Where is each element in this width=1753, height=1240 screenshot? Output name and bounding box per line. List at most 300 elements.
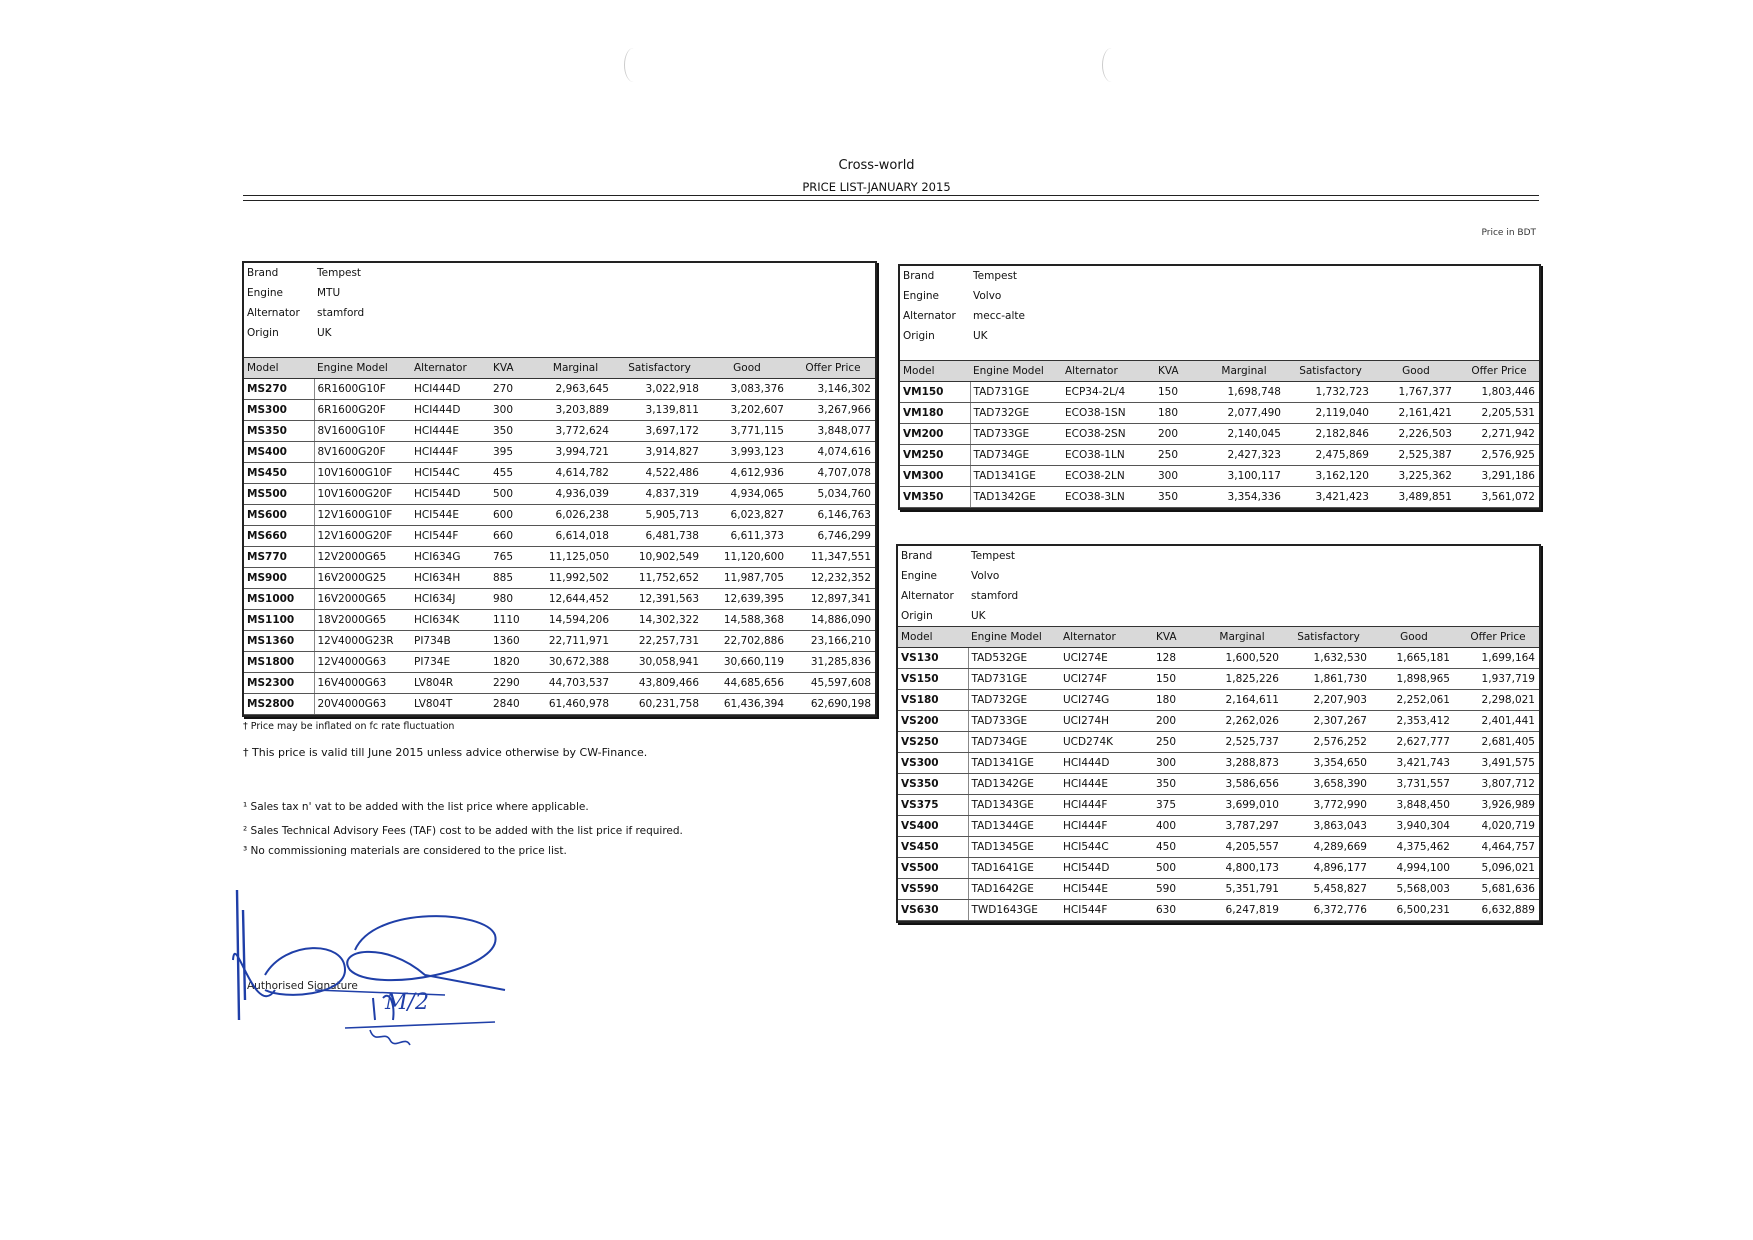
engine-model-cell: TAD734GE (968, 732, 1060, 753)
table-row (244, 610, 875, 631)
kva-cell: 630 (1153, 900, 1198, 921)
offer-price-cell: 6,746,299 (788, 526, 875, 547)
col-header: Offer Price (788, 358, 875, 379)
model-cell: VS500 (898, 858, 968, 879)
engine-model-cell: TAD532GE (968, 648, 1060, 669)
offer-price-cell: 2,681,405 (1454, 732, 1539, 753)
kva-cell: 455 (490, 463, 535, 484)
engine-model-cell: 12V1600G10F (314, 505, 411, 526)
good-cell: 4,994,100 (1371, 858, 1454, 879)
kva-cell: 1360 (490, 631, 535, 652)
model-cell: MS600 (244, 505, 314, 526)
kva-cell: 500 (1153, 858, 1198, 879)
table-row (898, 711, 1539, 732)
info-label: Engine (903, 290, 939, 302)
engine-model-cell: 12V1600G20F (314, 526, 411, 547)
model-cell: MS660 (244, 526, 314, 547)
alternator-cell: UCI274H (1060, 711, 1153, 732)
table-row (244, 442, 875, 463)
col-header: Marginal (1200, 361, 1285, 382)
engine-model-cell: 10V1600G10F (314, 463, 411, 484)
model-cell: MS1100 (244, 610, 314, 631)
table-row (898, 732, 1539, 753)
satisfactory-cell: 10,902,549 (613, 547, 703, 568)
table-row (898, 858, 1539, 879)
satisfactory-cell: 4,522,486 (613, 463, 703, 484)
satisfactory-cell: 60,231,758 (613, 694, 703, 715)
currency-note: Price in BDT (1481, 228, 1536, 238)
model-cell: VS450 (898, 837, 968, 858)
price-list-title: PRICE LIST-JANUARY 2015 (802, 180, 951, 194)
signature-initials: M/2 (385, 990, 429, 1015)
table-row (244, 463, 875, 484)
marginal-cell: 2,164,611 (1198, 690, 1283, 711)
marginal-cell: 3,772,624 (535, 421, 613, 442)
engine-model-cell: 12V4000G63 (314, 652, 411, 673)
alternator-cell: ECO38-2SN (1062, 424, 1155, 445)
satisfactory-cell: 6,372,776 (1283, 900, 1371, 921)
model-cell: MS270 (244, 379, 314, 400)
alternator-cell: HCI544F (1060, 900, 1153, 921)
info-value: UK (973, 330, 988, 342)
price-table-mtu (242, 261, 877, 717)
info-label: Alternator (901, 590, 954, 602)
info-label: Origin (903, 330, 935, 342)
good-cell: 6,611,373 (703, 526, 788, 547)
engine-model-cell: TAD731GE (968, 669, 1060, 690)
good-cell: 2,627,777 (1371, 732, 1454, 753)
col-header: Marginal (1198, 627, 1283, 648)
footnote-commissioning: ³ No commissioning materials are considered to the price list. (243, 845, 567, 857)
alternator-cell: ECO38-1SN (1062, 403, 1155, 424)
price-table-vm (898, 264, 1541, 510)
engine-model-cell: TAD1341GE (970, 466, 1062, 487)
table-row (898, 690, 1539, 711)
kva-cell: 600 (490, 505, 535, 526)
model-cell: MS770 (244, 547, 314, 568)
info-value: mecc-alte (973, 310, 1025, 322)
marginal-cell: 3,203,889 (535, 400, 613, 421)
table-row (244, 694, 875, 715)
good-cell: 3,940,304 (1371, 816, 1454, 837)
alternator-cell: HCI544F (411, 526, 490, 547)
kva-cell: 270 (490, 379, 535, 400)
satisfactory-cell: 14,302,322 (613, 610, 703, 631)
alternator-cell: HCI444E (411, 421, 490, 442)
kva-cell: 150 (1155, 382, 1200, 403)
table-row (900, 445, 1539, 466)
satisfactory-cell: 2,307,267 (1283, 711, 1371, 732)
info-brand (898, 546, 1539, 566)
satisfactory-cell: 2,119,040 (1285, 403, 1373, 424)
satisfactory-cell: 6,481,738 (613, 526, 703, 547)
kva-cell: 250 (1155, 445, 1200, 466)
table-row (244, 379, 875, 400)
marginal-cell: 3,787,297 (1198, 816, 1283, 837)
alternator-cell: HCI544D (1060, 858, 1153, 879)
col-header: Model (898, 627, 968, 648)
table-row (244, 568, 875, 589)
good-cell: 2,525,387 (1373, 445, 1456, 466)
alternator-cell: PI734B (411, 631, 490, 652)
header-rule-bottom (243, 200, 1539, 201)
col-header: Model (900, 361, 970, 382)
engine-model-cell: TAD1642GE (968, 879, 1060, 900)
model-cell: VS180 (898, 690, 968, 711)
marginal-cell: 2,963,645 (535, 379, 613, 400)
satisfactory-cell: 2,207,903 (1283, 690, 1371, 711)
table-row (898, 774, 1539, 795)
satisfactory-cell: 3,914,827 (613, 442, 703, 463)
marginal-cell: 3,586,656 (1198, 774, 1283, 795)
offer-price-cell: 12,232,352 (788, 568, 875, 589)
marginal-cell: 5,351,791 (1198, 879, 1283, 900)
kva-cell: 980 (490, 589, 535, 610)
info-value: Tempest (973, 270, 1018, 282)
offer-price-cell: 4,707,078 (788, 463, 875, 484)
info-label: Origin (247, 327, 279, 339)
satisfactory-cell: 3,421,423 (1285, 487, 1373, 508)
info-alternator (244, 303, 875, 323)
good-cell: 1,767,377 (1373, 382, 1456, 403)
model-cell: MS500 (244, 484, 314, 505)
info-label: Engine (247, 287, 283, 299)
table-row (244, 652, 875, 673)
col-header: Marginal (535, 358, 613, 379)
info-value: stamford (971, 590, 1019, 602)
offer-price-cell: 2,271,942 (1456, 424, 1539, 445)
offer-price-cell: 1,699,164 (1454, 648, 1539, 669)
table-row (244, 547, 875, 568)
footnote-sales-tax: ¹ Sales tax n' vat to be added with the list price where applicable. (243, 801, 589, 813)
kva-cell: 1820 (490, 652, 535, 673)
engine-model-cell: TAD1342GE (970, 487, 1062, 508)
offer-price-cell: 11,347,551 (788, 547, 875, 568)
alternator-cell: UCI274F (1060, 669, 1153, 690)
kva-cell: 765 (490, 547, 535, 568)
engine-model-cell: TAD1344GE (968, 816, 1060, 837)
engine-model-cell: 10V1600G20F (314, 484, 411, 505)
kva-cell: 300 (1153, 753, 1198, 774)
model-cell: VS150 (898, 669, 968, 690)
alternator-cell: HCI444E (1060, 774, 1153, 795)
offer-price-cell: 6,632,889 (1454, 900, 1539, 921)
table-row (898, 669, 1539, 690)
satisfactory-cell: 3,162,120 (1285, 466, 1373, 487)
satisfactory-cell: 3,354,650 (1283, 753, 1371, 774)
alternator-cell: UCI274G (1060, 690, 1153, 711)
info-value: UK (971, 610, 986, 622)
engine-model-cell: 8V1600G20F (314, 442, 411, 463)
col-header: Good (1373, 361, 1456, 382)
marginal-cell: 4,614,782 (535, 463, 613, 484)
marginal-cell: 4,205,557 (1198, 837, 1283, 858)
satisfactory-cell: 22,257,731 (613, 631, 703, 652)
table-row (898, 879, 1539, 900)
satisfactory-cell: 3,863,043 (1283, 816, 1371, 837)
offer-price-cell: 3,146,302 (788, 379, 875, 400)
marginal-cell: 14,594,206 (535, 610, 613, 631)
good-cell: 6,023,827 (703, 505, 788, 526)
engine-model-cell: TAD733GE (970, 424, 1062, 445)
satisfactory-cell: 4,837,319 (613, 484, 703, 505)
alternator-cell: HCI444F (411, 442, 490, 463)
good-cell: 3,083,376 (703, 379, 788, 400)
offer-price-cell: 6,146,763 (788, 505, 875, 526)
satisfactory-cell: 2,475,869 (1285, 445, 1373, 466)
good-cell: 44,685,656 (703, 673, 788, 694)
satisfactory-cell: 2,182,846 (1285, 424, 1373, 445)
good-cell: 3,771,115 (703, 421, 788, 442)
col-header: Alternator (1060, 627, 1153, 648)
alternator-cell: HCI544E (1060, 879, 1153, 900)
alternator-cell: HCI444D (1060, 753, 1153, 774)
table-row (900, 403, 1539, 424)
good-cell: 1,665,181 (1371, 648, 1454, 669)
alternator-cell: UCD274K (1060, 732, 1153, 753)
alternator-cell: ECO38-3LN (1062, 487, 1155, 508)
satisfactory-cell: 3,139,811 (613, 400, 703, 421)
model-cell: VS200 (898, 711, 968, 732)
marginal-cell: 1,600,520 (1198, 648, 1283, 669)
good-cell: 5,568,003 (1371, 879, 1454, 900)
alternator-cell: HCI634J (411, 589, 490, 610)
kva-cell: 350 (1155, 487, 1200, 508)
satisfactory-cell: 3,022,918 (613, 379, 703, 400)
table-row (900, 466, 1539, 487)
good-cell: 1,898,965 (1371, 669, 1454, 690)
kva-cell: 180 (1153, 690, 1198, 711)
company-title: Cross-world (838, 158, 915, 173)
offer-price-cell: 3,267,966 (788, 400, 875, 421)
info-label: Origin (901, 610, 933, 622)
table-row (244, 505, 875, 526)
alternator-cell: HCI544E (411, 505, 490, 526)
col-header: KVA (490, 358, 535, 379)
offer-price-cell: 5,034,760 (788, 484, 875, 505)
kva-cell: 590 (1153, 879, 1198, 900)
satisfactory-cell: 1,732,723 (1285, 382, 1373, 403)
info-value: MTU (317, 287, 341, 299)
engine-model-cell: TAD731GE (970, 382, 1062, 403)
offer-price-cell: 23,166,210 (788, 631, 875, 652)
col-header: Alternator (1062, 361, 1155, 382)
alternator-cell: HCI544C (1060, 837, 1153, 858)
col-header: Offer Price (1454, 627, 1539, 648)
table-row (244, 526, 875, 547)
good-cell: 3,202,607 (703, 400, 788, 421)
engine-model-cell: 12V2000G65 (314, 547, 411, 568)
model-cell: VS590 (898, 879, 968, 900)
offer-price-cell: 1,937,719 (1454, 669, 1539, 690)
info-value: Volvo (973, 290, 1002, 302)
info-label: Alternator (903, 310, 956, 322)
price-table-vs (896, 544, 1541, 923)
model-cell: VS400 (898, 816, 968, 837)
info-alternator (898, 586, 1539, 606)
info-brand (244, 263, 875, 283)
kva-cell: 200 (1153, 711, 1198, 732)
marginal-cell: 2,427,323 (1200, 445, 1285, 466)
model-cell: VS350 (898, 774, 968, 795)
table-row (900, 487, 1539, 508)
satisfactory-cell: 3,658,390 (1283, 774, 1371, 795)
offer-price-cell: 45,597,608 (788, 673, 875, 694)
offer-price-cell: 62,690,198 (788, 694, 875, 715)
good-cell: 4,375,462 (1371, 837, 1454, 858)
header-row (900, 361, 1539, 382)
model-cell: VM350 (900, 487, 970, 508)
offer-price-cell: 12,897,341 (788, 589, 875, 610)
table-row (244, 484, 875, 505)
info-value: stamford (317, 307, 365, 319)
model-cell: MS1000 (244, 589, 314, 610)
kva-cell: 1110 (490, 610, 535, 631)
vm-table (900, 266, 1539, 508)
kva-cell: 375 (1153, 795, 1198, 816)
kva-cell: 500 (490, 484, 535, 505)
alternator-cell: LV804T (411, 694, 490, 715)
satisfactory-cell: 4,896,177 (1283, 858, 1371, 879)
marginal-cell: 1,825,226 (1198, 669, 1283, 690)
alternator-cell: ECO38-2LN (1062, 466, 1155, 487)
table-row (244, 631, 875, 652)
offer-price-cell: 4,464,757 (1454, 837, 1539, 858)
satisfactory-cell: 4,289,669 (1283, 837, 1371, 858)
good-cell: 6,500,231 (1371, 900, 1454, 921)
col-header: Engine Model (314, 358, 411, 379)
engine-model-cell: 16V4000G63 (314, 673, 411, 694)
col-header: Engine Model (968, 627, 1060, 648)
marginal-cell: 2,140,045 (1200, 424, 1285, 445)
col-header: Good (703, 358, 788, 379)
info-label: Brand (901, 550, 933, 562)
engine-model-cell: TAD734GE (970, 445, 1062, 466)
marginal-cell: 12,644,452 (535, 589, 613, 610)
col-header: Model (244, 358, 314, 379)
table-row (900, 382, 1539, 403)
engine-model-cell: TWD1643GE (968, 900, 1060, 921)
offer-price-cell: 1,803,446 (1456, 382, 1539, 403)
marginal-cell: 44,703,537 (535, 673, 613, 694)
good-cell: 3,225,362 (1373, 466, 1456, 487)
marginal-cell: 2,525,737 (1198, 732, 1283, 753)
marginal-cell: 6,614,018 (535, 526, 613, 547)
model-cell: VM250 (900, 445, 970, 466)
model-cell: VS300 (898, 753, 968, 774)
good-cell: 4,612,936 (703, 463, 788, 484)
model-cell: MS450 (244, 463, 314, 484)
offer-price-cell: 5,681,636 (1454, 879, 1539, 900)
engine-model-cell: 16V2000G25 (314, 568, 411, 589)
alternator-cell: HCI634G (411, 547, 490, 568)
info-origin (244, 323, 875, 343)
model-cell: MS2300 (244, 673, 314, 694)
kva-cell: 180 (1155, 403, 1200, 424)
info-alternator (900, 306, 1539, 326)
col-header: KVA (1155, 361, 1200, 382)
marginal-cell: 3,699,010 (1198, 795, 1283, 816)
satisfactory-cell: 5,458,827 (1283, 879, 1371, 900)
good-cell: 2,161,421 (1373, 403, 1456, 424)
header-rule-top (243, 195, 1539, 196)
model-cell: VM200 (900, 424, 970, 445)
engine-model-cell: 16V2000G65 (314, 589, 411, 610)
kva-cell: 2840 (490, 694, 535, 715)
marginal-cell: 11,125,050 (535, 547, 613, 568)
satisfactory-cell: 2,576,252 (1283, 732, 1371, 753)
marginal-cell: 6,026,238 (535, 505, 613, 526)
model-cell: VM300 (900, 466, 970, 487)
marginal-cell: 6,247,819 (1198, 900, 1283, 921)
header-row (244, 358, 875, 379)
model-cell: MS1800 (244, 652, 314, 673)
info-label: Brand (247, 267, 279, 279)
satisfactory-cell: 12,391,563 (613, 589, 703, 610)
alternator-cell: HCI634K (411, 610, 490, 631)
info-brand (900, 266, 1539, 286)
offer-price-cell: 2,576,925 (1456, 445, 1539, 466)
good-cell: 14,588,368 (703, 610, 788, 631)
offer-price-cell: 31,285,836 (788, 652, 875, 673)
model-cell: MS2800 (244, 694, 314, 715)
note-validity: † This price is valid till June 2015 unless advice otherwise by CW-Finance. (243, 746, 648, 759)
offer-price-cell: 4,020,719 (1454, 816, 1539, 837)
kva-cell: 200 (1155, 424, 1200, 445)
alternator-cell: HCI444F (1060, 816, 1153, 837)
offer-price-cell: 3,561,072 (1456, 487, 1539, 508)
note-fc-rate: † Price may be inflated on fc rate fluctuation (243, 721, 455, 732)
engine-model-cell: TAD1341GE (968, 753, 1060, 774)
marginal-cell: 30,672,388 (535, 652, 613, 673)
alternator-cell: PI734E (411, 652, 490, 673)
engine-model-cell: 18V2000G65 (314, 610, 411, 631)
alternator-cell: HCI544D (411, 484, 490, 505)
kva-cell: 660 (490, 526, 535, 547)
col-header: Alternator (411, 358, 490, 379)
alternator-cell: UCI274E (1060, 648, 1153, 669)
good-cell: 61,436,394 (703, 694, 788, 715)
marginal-cell: 4,936,039 (535, 484, 613, 505)
offer-price-cell: 3,807,712 (1454, 774, 1539, 795)
satisfactory-cell: 3,697,172 (613, 421, 703, 442)
col-header: Satisfactory (613, 358, 703, 379)
offer-price-cell: 3,848,077 (788, 421, 875, 442)
engine-model-cell: TAD732GE (968, 690, 1060, 711)
model-cell: VM150 (900, 382, 970, 403)
table-row (900, 424, 1539, 445)
good-cell: 3,993,123 (703, 442, 788, 463)
kva-cell: 300 (1155, 466, 1200, 487)
table-row (898, 753, 1539, 774)
marginal-cell: 2,077,490 (1200, 403, 1285, 424)
info-value: Volvo (971, 570, 1000, 582)
kva-cell: 128 (1153, 648, 1198, 669)
info-engine (898, 566, 1539, 586)
table-row (244, 400, 875, 421)
kva-cell: 2290 (490, 673, 535, 694)
model-cell: MS400 (244, 442, 314, 463)
alternator-cell: HCI544C (411, 463, 490, 484)
model-cell: MS900 (244, 568, 314, 589)
offer-price-cell: 5,096,021 (1454, 858, 1539, 879)
table-row (898, 648, 1539, 669)
kva-cell: 250 (1153, 732, 1198, 753)
marginal-cell: 3,354,336 (1200, 487, 1285, 508)
engine-model-cell: 12V4000G23R (314, 631, 411, 652)
info-label: Alternator (247, 307, 300, 319)
col-header: Engine Model (970, 361, 1062, 382)
